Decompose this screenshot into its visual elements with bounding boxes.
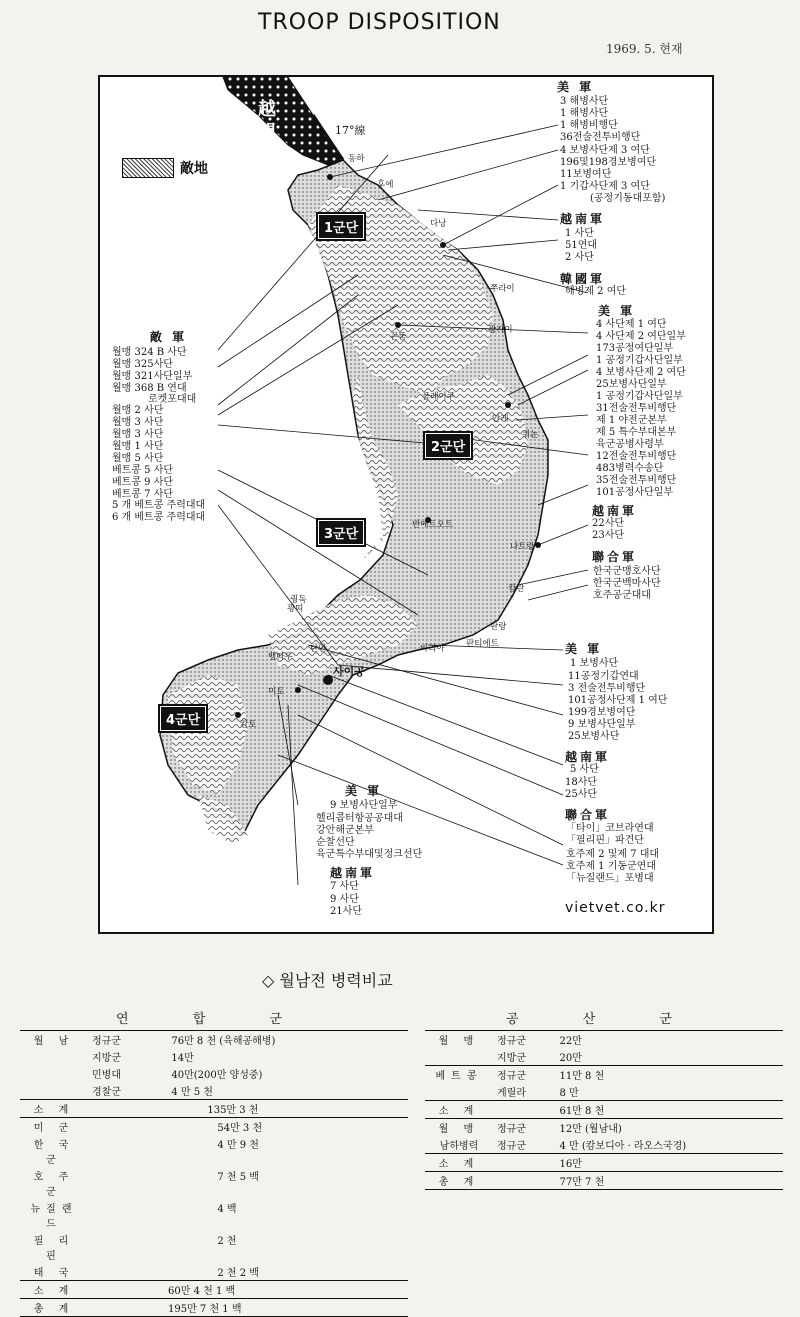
us-delta-line: 순찰선단: [316, 837, 355, 848]
place-hue: 후에: [377, 180, 394, 190]
date-label: 1969. 5. 현재: [606, 42, 683, 56]
enemy-line: 월맹 3 사단: [112, 429, 164, 440]
allied-mid-header: 聯合軍: [592, 550, 638, 564]
subtotal-value: 60만 4 천 1 백: [88, 1281, 408, 1299]
subtotal-label: 소 계: [20, 1281, 88, 1299]
place-phanrang: 판랑: [490, 622, 507, 632]
us-north-line: (공정기동대포함): [590, 193, 666, 204]
north-vietnam-territory: [223, 77, 343, 165]
us-mid-line: 25보병사단일부: [596, 379, 667, 390]
svn-south-line: 5 사단: [570, 764, 599, 775]
us-north-line: 1 기갑사단제 3 여단: [560, 181, 650, 192]
enemy-line: 베트콩 7 사단: [112, 489, 174, 500]
allied-south-header: 聯合軍: [565, 808, 611, 822]
svn-mid-line: 23사단: [592, 530, 625, 541]
corps-3: 3군단: [318, 520, 364, 545]
us-mid-line: 제 5 특수부대본부: [596, 427, 677, 438]
table-cell: 54만 3 천: [167, 1118, 408, 1136]
us-south-line: 9 보병사단일부: [568, 719, 636, 730]
site-watermark: vietvet.co.kr: [565, 900, 666, 916]
table-cell: 14만: [171, 1053, 194, 1064]
svn-delta-line: 21사단: [330, 906, 363, 917]
place-kontum: 꼰뚬: [390, 332, 407, 342]
allied-mid-line: 한국군맹호사단: [593, 566, 661, 577]
table-cell: 정규군: [493, 1066, 555, 1084]
table-cell: 정규군: [493, 1119, 555, 1137]
enemy-line: 베트콩 5 사단: [112, 465, 174, 476]
north-label: 월 맹: [438, 1036, 480, 1047]
place-saigon: 사이공: [333, 665, 365, 678]
table-cell: 경찰군: [92, 1087, 121, 1098]
enemy-line: 월맹 5 사단: [112, 453, 164, 464]
us-south-line: 101공정사단제 1 여단: [568, 695, 668, 706]
place-label: 탄안: [310, 644, 327, 654]
us-mid-line: 1 공정기갑사단일부: [596, 355, 683, 366]
table-cell: 20만: [559, 1053, 582, 1064]
us-mid-line: 1 공정기갑사단일부: [596, 391, 683, 402]
corps-2: 2군단: [425, 433, 471, 458]
place-ankhe: 안케: [492, 414, 509, 424]
total-label: 총 계: [20, 1299, 88, 1317]
subtotal-value: 61만 8 천: [555, 1101, 783, 1119]
enemy-line: 5 개 베트콩 주력대대: [112, 500, 206, 511]
us-south-line: 1 보병사단: [570, 658, 619, 669]
place-phanthiet: 판티에트: [466, 639, 499, 649]
vietnam-label: 월 남: [33, 1036, 75, 1047]
place-pleiku: 플레이쿠: [422, 392, 455, 402]
total-value: 195만 7 천 1 백: [88, 1299, 408, 1317]
us-mid-line: 제 1 야전군본부: [596, 415, 667, 426]
subtotal-value: 135만 3 천: [167, 1100, 408, 1118]
viet-meng-label-2: 盟: [258, 122, 279, 143]
vc-label: 베트콩: [425, 1066, 493, 1101]
us-north-line: 3 해병사단: [560, 96, 609, 107]
enemy-header: 敵 軍: [150, 330, 188, 344]
table-cell: 76만 8 천 (육해공해병): [171, 1036, 276, 1047]
corps-1: 1군단: [318, 214, 364, 239]
svn-north-line: 1 사단: [565, 228, 594, 239]
us-north-line: 196및198경보병여단: [560, 157, 657, 168]
table-cell: 지방군: [92, 1053, 121, 1064]
table-cell: 호 주 군: [33, 1172, 75, 1198]
table-cell: 지방군: [497, 1053, 526, 1064]
us-mid-line: 4 보병사단제 2 여단: [596, 367, 686, 378]
total-label: 총 계: [425, 1172, 493, 1190]
us-south-line: 11공정기갑연대: [568, 671, 639, 682]
allied-header: 연 합 군: [20, 1005, 408, 1031]
svn-south-line: 25사단: [565, 789, 598, 800]
enemy-line: 월맹 324 B 사단: [112, 347, 187, 358]
subtotal-value: 16만: [555, 1154, 783, 1172]
svn-mid-line: 22사단: [592, 518, 625, 529]
table-cell: 8 만: [559, 1088, 579, 1099]
page-title: TROOP DISPOSITION: [258, 10, 501, 35]
us-north-line: 1 해병비행단: [560, 120, 618, 131]
us-south-line: 199경보병여단: [568, 707, 636, 718]
svn-delta-header: 越南軍: [330, 866, 376, 880]
south-label-2: 남하병력: [439, 1141, 479, 1152]
us-mid-line: 101공정사단일부: [596, 487, 674, 498]
enemy-line: 월맹 2 사단: [112, 405, 164, 416]
us-mid-line: 173공정여단일부: [596, 343, 674, 354]
us-delta-header: 美 軍: [345, 784, 383, 798]
svn-north-header: 越南軍: [560, 212, 606, 226]
table-cell: 미 군: [20, 1118, 88, 1136]
us-south-header: 美 軍: [565, 642, 603, 656]
place-chulai: 쭈라이: [490, 284, 515, 294]
viet-meng-label-1: 越: [258, 99, 279, 120]
us-mid-line: 31전술전투비행단: [596, 403, 677, 414]
us-north-line: 36전술전투비행단: [560, 132, 641, 143]
enemy-line: 월맹 1 사단: [112, 441, 164, 452]
us-delta-line: 9 보병사단일부: [330, 800, 398, 811]
place-quangduc: 퀑독: [290, 595, 307, 605]
svn-south-line: 18사단: [565, 777, 598, 788]
enemy-line: 월맹 3 사단: [112, 417, 164, 428]
us-mid-line: 육군공병사령부: [596, 439, 664, 450]
table-cell: 4 만 (캄보디아 · 라오스국경): [559, 1141, 687, 1152]
enemy-line: 로켓포대대: [148, 394, 197, 405]
allied-south-line: 「타이」코브라연대: [566, 823, 654, 834]
place-cantho: 칸토: [240, 720, 257, 730]
enemy-line: 베트콩 9 사단: [112, 477, 174, 488]
us-delta-line: 강안해군본부: [316, 825, 374, 836]
table-cell: 40만(200만 양성중): [171, 1070, 263, 1081]
us-north-line: 4 보병사단제 3 여단: [560, 145, 650, 156]
allied-south-line: 「필리핀」파견단: [566, 835, 644, 846]
table-cell: 태 국: [33, 1268, 75, 1279]
table-cell: 2 천 2 백: [217, 1268, 259, 1279]
communist-header: 공 산 군: [425, 1005, 783, 1031]
place-quangngai: 꽝가이: [488, 325, 513, 335]
table-cell: 정규군: [497, 1141, 526, 1152]
table-cell: 4 백: [217, 1204, 237, 1215]
us-north-line: 1 해병사단: [560, 108, 609, 119]
place-label: 뱅따우: [268, 652, 293, 662]
place-nhatrang: 나트랑: [510, 542, 535, 552]
us-delta-line: 육군특수부대및정크선단: [316, 849, 423, 860]
place-label: 바리아: [420, 644, 445, 654]
svn-mid-header: 越南軍: [592, 504, 638, 518]
table-cell: 정규군: [92, 1036, 121, 1047]
parallel-label: 17°線: [335, 124, 366, 137]
table-cell: 11만 8 천: [555, 1066, 783, 1084]
comparison-title: ◇ 월남전 병력비교: [262, 971, 393, 990]
table-cell: 필 리 핀: [33, 1236, 75, 1262]
allied-mid-line: 호주공군대대: [593, 590, 651, 601]
table-cell: 4 만 5 천: [171, 1087, 213, 1098]
place-dongha: 동하: [348, 154, 365, 164]
enemy-zone-legend-swatch: [122, 158, 174, 178]
place-quinhon: 퀴논: [522, 430, 539, 440]
table-cell: 4 만 9 천: [217, 1140, 259, 1151]
table-cell: 22만: [559, 1036, 582, 1047]
us-mid-line: 483병력수송단: [596, 463, 664, 474]
enemy-line: 월맹 325사단: [112, 359, 173, 370]
us-south-line: 3 전술전투비행단: [568, 683, 646, 694]
table-cell: 민병대: [92, 1070, 121, 1081]
table-cell: 2 천: [217, 1236, 237, 1247]
south-label: 월 맹: [425, 1119, 493, 1137]
enemy-line: 6 개 베트콩 주력대대: [112, 512, 206, 523]
allied-south-line: 「뉴질랜드」포병대: [566, 873, 654, 884]
us-mid-line: 4 사단제 1 여단: [596, 319, 667, 330]
subtotal-label: 소 계: [20, 1100, 88, 1118]
us-delta-line: 헬리콥터항공공대대: [316, 813, 403, 824]
us-mid-header: 美 軍: [598, 304, 636, 318]
svn-south-header: 越南軍: [565, 750, 611, 764]
enemy-line: 월맹 321사단일부: [112, 371, 193, 382]
svn-delta-line: 9 사단: [330, 894, 359, 905]
table-cell: 뉴질랜드: [30, 1204, 78, 1230]
us-mid-line: 12전술전투비행단: [596, 451, 677, 462]
allied-table: [20, 1005, 408, 1317]
table-cell: 정규군: [497, 1036, 526, 1047]
enemy-line: 월맹 368 B 연대: [112, 383, 187, 394]
table-cell: 12만 (월남내): [555, 1119, 783, 1137]
table-cell: 게릴라: [497, 1088, 526, 1099]
rok-header: 韓國軍: [560, 272, 606, 286]
subtotal-label: 소 계: [425, 1154, 493, 1172]
allied-mid-line: 한국군백마사단: [593, 578, 661, 589]
us-north-header: 美 軍: [557, 80, 595, 94]
place-mytho: 미토: [268, 687, 285, 697]
svn-north-line: 51연대: [565, 240, 598, 251]
table-cell: 7 천 5 백: [217, 1172, 259, 1183]
allied-south-line: 호주제 2 및제 7 대대: [566, 849, 660, 860]
rok-line: 해병제 2 여단: [565, 286, 627, 297]
svn-delta-line: 7 사단: [330, 881, 359, 892]
legend-label: 敵地: [180, 161, 208, 177]
svn-north-line: 2 사단: [565, 252, 594, 263]
place-danang: 다낭: [430, 219, 447, 229]
us-mid-line: 4 사단제 2 여단일부: [596, 331, 686, 342]
place-banmethuot: 반메트오트: [412, 520, 454, 530]
subtotal-label: 소 계: [425, 1101, 493, 1119]
allied-south-line: 호주제 1 기동군연대: [566, 861, 656, 872]
corps-4: 4군단: [160, 706, 206, 731]
us-mid-line: 35전술전투비행단: [596, 475, 677, 486]
us-north-line: 11보병여단: [560, 169, 612, 180]
place-camranh: 캄란: [508, 584, 525, 594]
us-south-line: 25보병사단: [568, 731, 620, 742]
place-label: 꽝띠: [287, 604, 304, 614]
table-cell: 한 국 군: [33, 1140, 75, 1166]
total-value: 77만 7 천: [555, 1172, 783, 1190]
communist-table: [425, 1005, 783, 1190]
